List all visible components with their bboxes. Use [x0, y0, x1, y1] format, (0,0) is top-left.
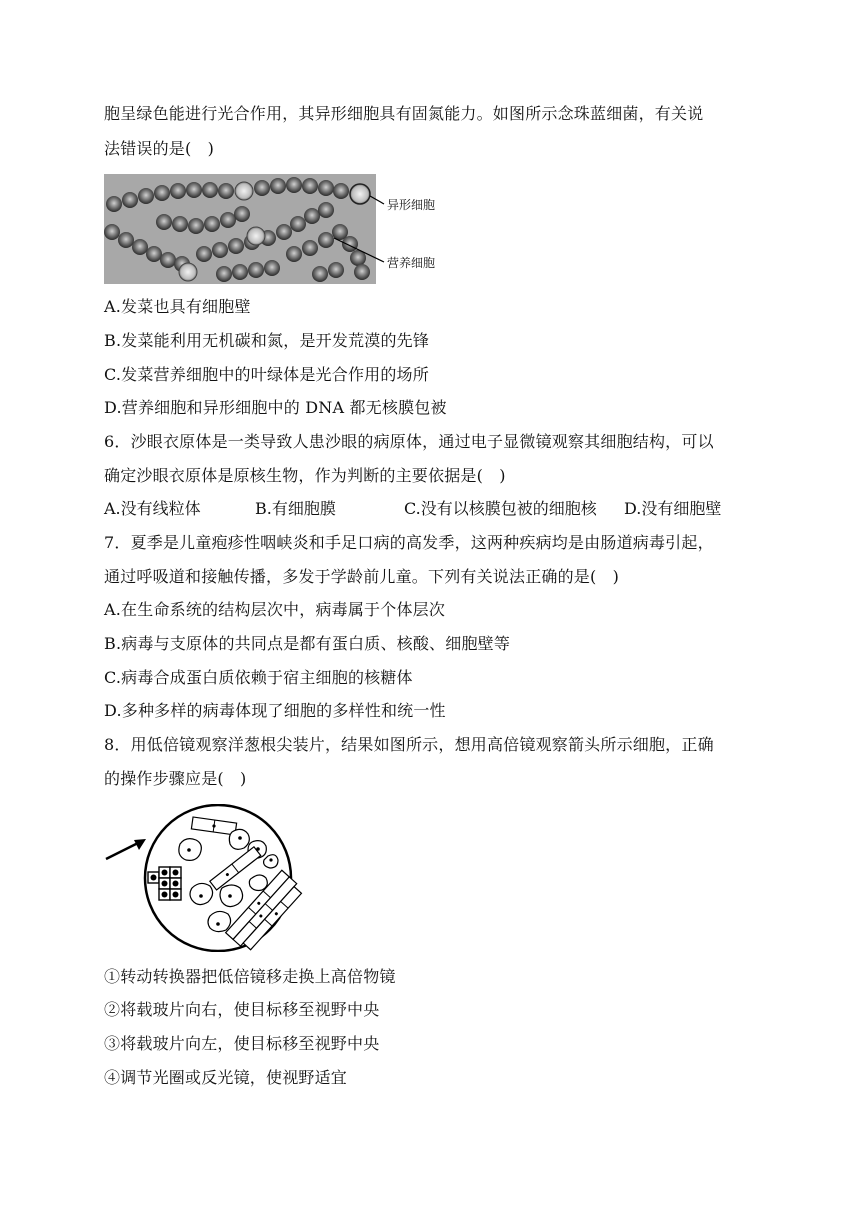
- q8-step-1: ①转动转换器把低倍镜移走换上高倍物镜: [104, 967, 396, 986]
- q7-option-d: D.多种多样的病毒体现了细胞的多样性和统一性: [104, 701, 446, 720]
- microscope-field-figure: [104, 804, 304, 952]
- q7-option-b: B.病毒与支原体的共同点是都有蛋白质、核酸、细胞壁等: [104, 634, 511, 653]
- q5-option-d: D.营养细胞和异形细胞中的 DNA 都无核膜包被: [104, 398, 447, 417]
- q7-option-a: A.在生命系统的结构层次中，病毒属于个体层次: [104, 600, 446, 619]
- q8-stem-line2: 的操作步骤应是( ): [104, 769, 247, 788]
- label-heterocyst: 异形细胞: [387, 198, 436, 212]
- q5-option-b: B.发菜能利用无机碳和氮，是开发荒漠的先锋: [104, 331, 430, 350]
- q6-option-d: D.没有细胞壁: [624, 499, 722, 518]
- nostoc-micrograph-figure: [104, 174, 454, 284]
- q7-option-c: C.病毒合成蛋白质依赖于宿主细胞的核糖体: [104, 668, 413, 687]
- q7-stem-line2: 通过呼吸道和接触传播，多发于学龄前儿童。下列有关说法正确的是( ): [104, 567, 620, 586]
- q6-option-b: B.有细胞膜: [255, 499, 336, 518]
- q7-stem-line1: 7．夏季是儿童疱疹性咽峡炎和手足口病的高发季，这两种疾病均是由肠道病毒引起，: [104, 533, 714, 552]
- q8-step-3: ③将载玻片向左，使目标移至视野中央: [104, 1034, 380, 1053]
- q8-step-2: ②将载玻片向右，使目标移至视野中央: [104, 1000, 380, 1019]
- q6-option-c: C.没有以核膜包被的细胞核: [404, 499, 597, 518]
- q5-stem-line2: 法错误的是( ): [104, 139, 215, 158]
- q5-stem-line1: 胞呈绿色能进行光合作用，其异形细胞具有固氮能力。如图所示念珠蓝细菌，有关说: [104, 104, 704, 123]
- q6-stem-line2: 确定沙眼衣原体是原核生物，作为判断的主要依据是( ): [104, 466, 506, 485]
- q5-option-c: C.发菜营养细胞中的叶绿体是光合作用的场所: [104, 365, 429, 384]
- q8-stem-line1: 8．用低倍镜观察洋葱根尖装片，结果如图所示，想用高倍镜观察箭头所示细胞，正确: [104, 735, 714, 754]
- q5-option-a: A.发菜也具有细胞壁: [104, 297, 251, 316]
- q6-stem-line1: 6．沙眼衣原体是一类导致人患沙眼的病原体，通过电子显微镜观察其细胞结构，可以: [104, 432, 714, 451]
- label-vegetative-cell: 营养细胞: [387, 256, 436, 270]
- q8-step-4: ④调节光圈或反光镜，使视野适宜: [104, 1068, 348, 1087]
- q6-option-a: A.没有线粒体: [104, 499, 201, 518]
